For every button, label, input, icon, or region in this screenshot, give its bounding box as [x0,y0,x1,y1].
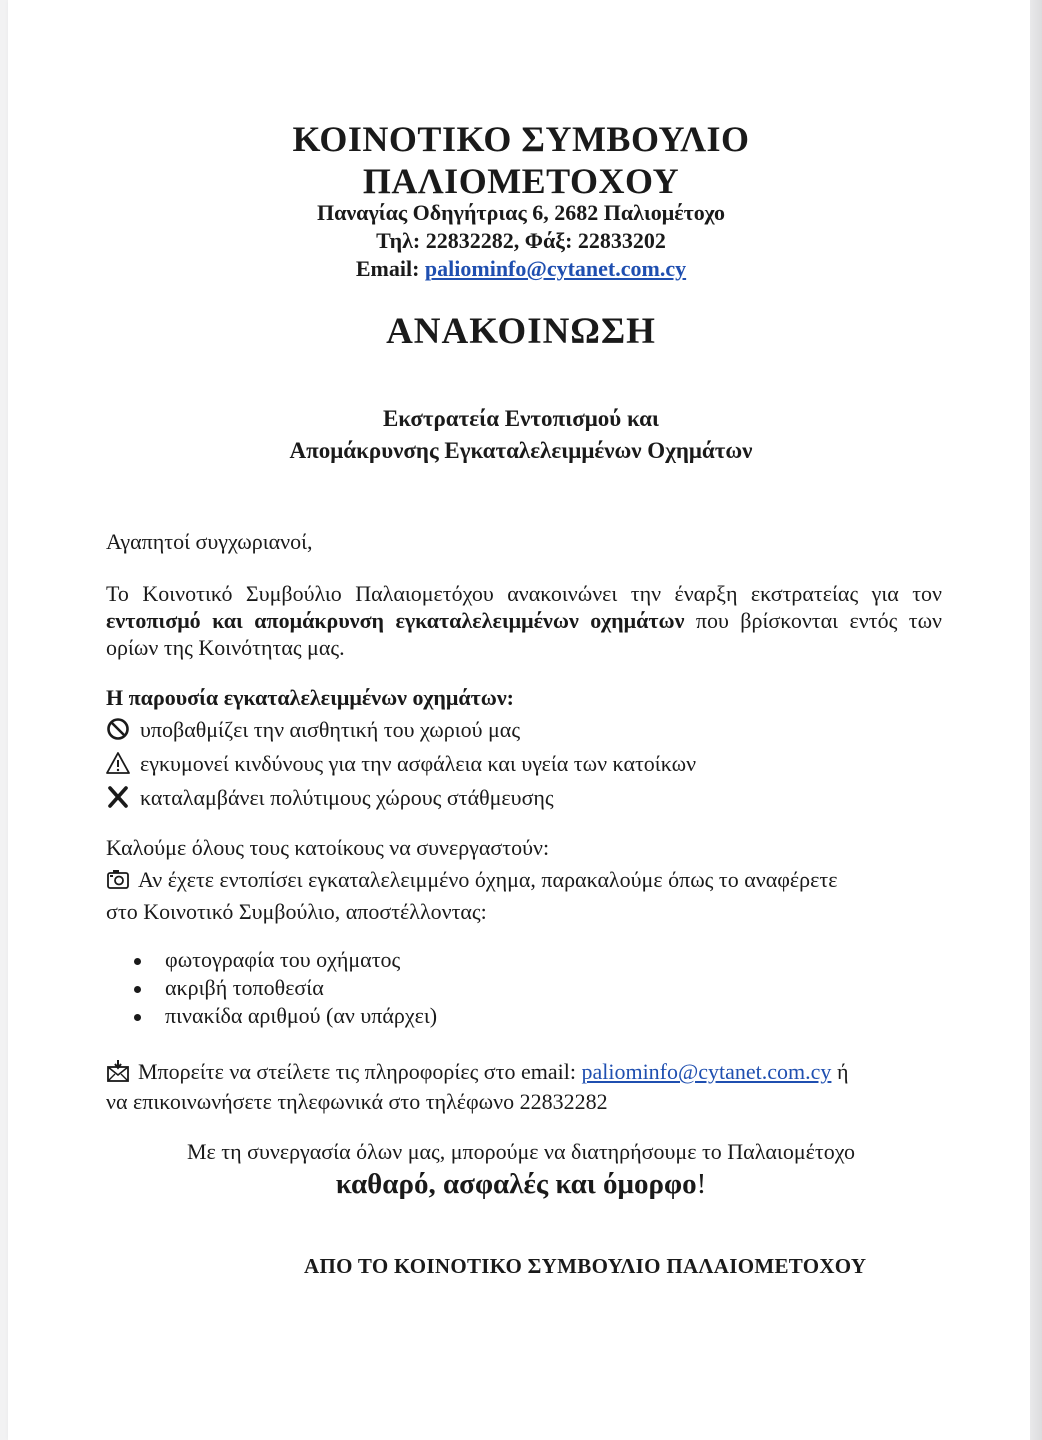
closing-bold-text: καθαρό, ασφαλές και όμορφο [335,1168,697,1200]
contact-text-1: Μπορείτε να στείλετε τις πληροφορίες στο email: [138,1059,582,1084]
cross-mark-icon [106,785,130,809]
bullet-icon [134,986,141,993]
presence-item-1 [106,716,520,743]
intro-bold-text: εντοπισμό και απομάκρυνση εγκαταλελειμμένων οχημάτων [106,608,685,633]
org-email-line [0,256,1042,282]
contact-text-2: ή [831,1059,849,1084]
org-name-line1: ΚΟΙΝΟΤΙΚΟ ΣΥΜΒΟΥΛΙΟ [292,119,750,159]
warning-icon [106,751,130,775]
prohibited-icon [106,717,130,741]
call-line: Καλούμε όλους τους κατοίκους να συνεργαστούν: [106,835,550,860]
list-item [134,1002,437,1029]
intro-paragraph [106,580,942,661]
subtitle-line2: Απομάκρυνσης Εγκαταλελειμμένων Οχημάτων [289,438,753,463]
intro-text-2: που βρίσκονται εντός των ορίων της Κοινότητας μας. [106,608,942,660]
envelope-download-icon [106,1059,130,1083]
presence-item-2-text: εγκυμονεί κινδύνους για την ασφάλεια και υγεία των κατοίκων [140,751,697,776]
bullet-icon [134,1014,141,1021]
signature: ΑΠΟ ΤΟ ΚΟΙΝΟΤΙΚΟ ΣΥΜΒΟΥΛΙΟ ΠΑΛΑΙΟΜΕΤΟΧΟΥ [304,1254,867,1278]
camera-text-2: στο Κοινοτικό Συμβούλιο, αποστέλλοντας: [106,899,487,924]
list-item [134,946,400,973]
header-email-link[interactable]: paliominfo@cytanet.com.cy [424,256,687,281]
camera-icon [106,867,130,891]
email-label: Email: [355,256,420,281]
list-item [134,974,324,1001]
contact-line-2: να επικοινωνήσετε τηλεφωνικά στο τηλέφωνο 22832282 [106,1089,608,1114]
list-item-text: ακριβή τοποθεσία [165,975,324,1000]
subtitle-line1: Εκστρατεία Εντοπισμού και [382,406,660,431]
greeting: Αγαπητοί συγχωριανοί, [106,529,313,554]
list-item-text: πινακίδα αριθμού (αν υπάρχει) [165,1003,438,1028]
contact-email-link[interactable]: paliominfo@cytanet.com.cy [581,1059,832,1084]
org-address: Παναγίας Οδηγήτριας 6, 2682 Παλιομέτοχο [316,200,726,225]
presence-item-3-text: καταλαμβάνει πολύτιμους χώρους στάθμευσης [140,785,554,810]
presence-item-2 [106,750,696,777]
intro-text-1: Το Κοινοτικό Συμβούλιο Παλαιομετόχου ανακοινώνει την έναρξη εκστρατείας για τον [106,581,942,606]
list-item-text: φωτογραφία του οχήματος [165,947,401,972]
presence-heading: Η παρουσία εγκαταλελειμμένων οχημάτων: [106,685,514,710]
closing-line-1: Με τη συνεργασία όλων μας, μπορούμε να διατηρήσουμε το Παλαιομέτοχο [187,1139,855,1164]
notice-title: ΑΝΑΚΟΙΝΩΣΗ [386,311,656,352]
bullet-icon [134,958,141,965]
closing-line-2 [0,1168,1042,1201]
org-phone-fax: Τηλ: 22832282, Φάξ: 22833202 [376,228,666,253]
presence-item-1-text: υποβαθμίζει την αισθητική του χωριού μας [140,717,521,742]
closing-exclamation: ! [696,1168,707,1200]
camera-text-1: Αν έχετε εντοπίσει εγκαταλελειμμένο όχημα, παρακαλούμε όπως το αναφέρετε [138,867,838,892]
camera-line [106,866,837,893]
org-name-line2: ΠΑΛΙΟΜΕΤΟΧΟΥ [362,161,680,201]
contact-line-1 [106,1058,848,1085]
presence-item-3 [106,784,554,811]
